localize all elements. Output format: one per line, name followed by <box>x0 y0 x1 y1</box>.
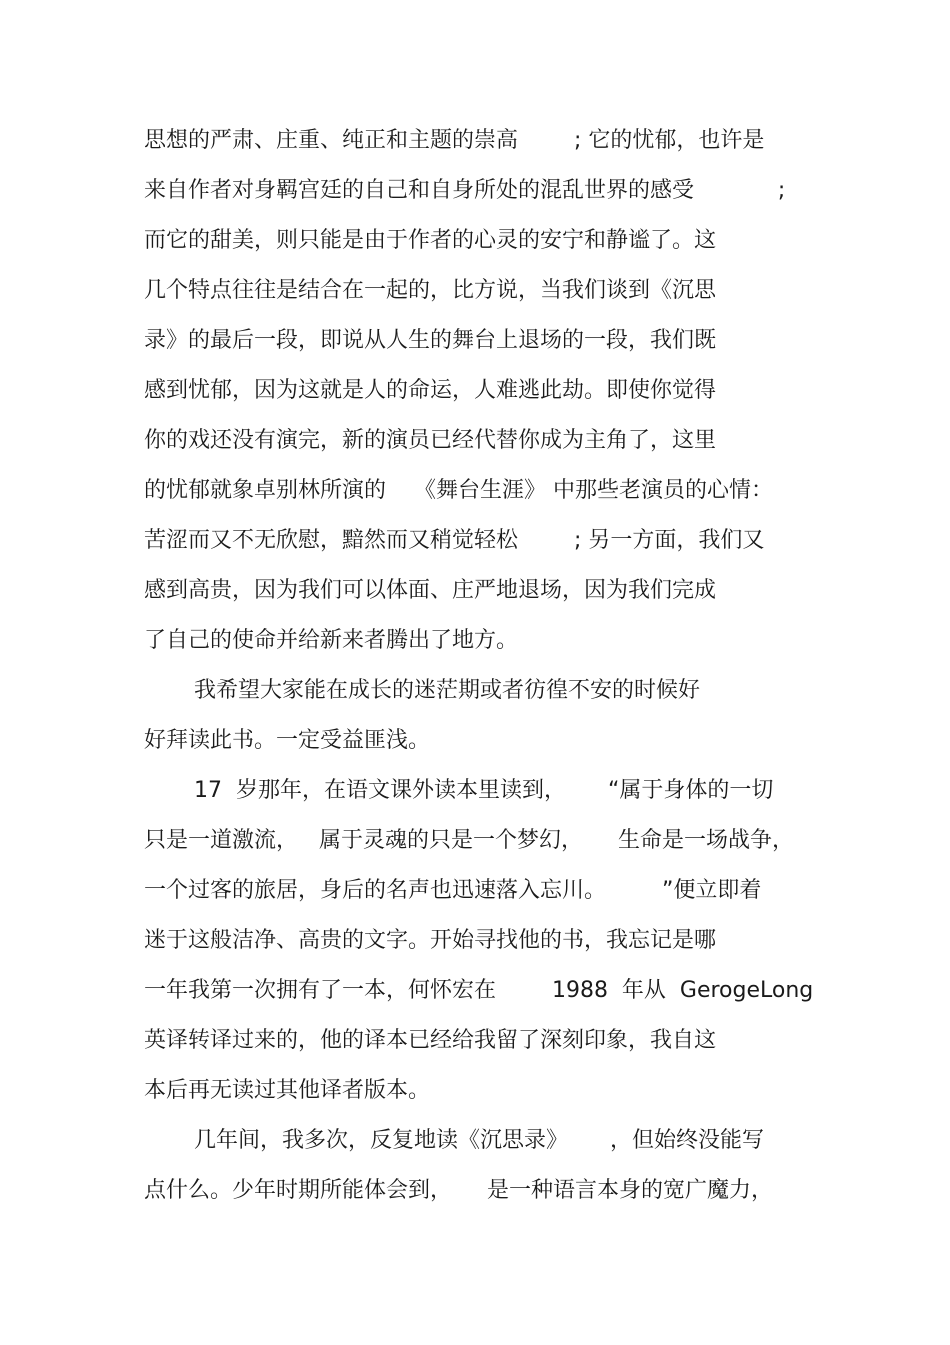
text-line-10: 感到高贵，因为我们可以体面、庄严地退场，因为我们完成 <box>144 578 717 603</box>
text-line-17: 迷于这般洁净、高贵的文字。开始寻找他的书，我忘记是哪 <box>144 928 717 953</box>
text-line-7: 你的戏还没有演完，新的演员已经代替你成为主角了，这里 <box>144 428 717 453</box>
text-line-8: 的忧郁就象卓别林所演的 《舞台生涯》 中那些老演员的心情： <box>144 478 773 503</box>
text-line-2: 来自作者对身羁宫廷的自己和自身所处的混乱世界的感受 ; <box>144 178 786 203</box>
text-line-20: 本后再无读过其他译者版本。 <box>144 1078 431 1103</box>
text-line-13: 好拜读此书。一定受益匪浅。 <box>144 728 431 753</box>
text-line-14: 17 岁那年，在语文课外读本里读到， “属于身体的一切 <box>194 778 774 803</box>
text-line-1: 思想的严肃、庄重、纯正和主题的崇高 ; 它的忧郁，也许是 <box>144 128 765 153</box>
text-line-16: 一个过客的旅居，身后的名声也迅速落入忘川。 ”便立即着 <box>144 878 762 903</box>
text-line-15: 只是一道激流， 属于灵魂的只是一个梦幻， 生命是一场战争， <box>144 828 794 853</box>
text-line-21: 几年间，我多次，反复地读《沉思录》 ，但始终没能写 <box>194 1128 764 1153</box>
text-line-19: 英译转译过来的，他的译本已经给我留了深刻印象，我自这 <box>144 1028 717 1053</box>
text-line-9: 苦涩而又不无欣慰，黯然而又稍觉轻松 ; 另一方面，我们又 <box>144 528 765 553</box>
text-line-18: 一年我第一次拥有了一本，何怀宏在 1988 年从 GerogeLong <box>144 978 814 1003</box>
text-line-22: 点什么。少年时期所能体会到， 是一种语言本身的宽广魔力， <box>144 1178 773 1203</box>
text-line-11: 了自己的使命并给新来者腾出了地方。 <box>144 628 519 653</box>
text-line-12: 我希望大家能在成长的迷茫期或者彷徨不安的时候好 <box>194 678 701 703</box>
text-line-4: 几个特点往往是结合在一起的，比方说，当我们谈到《沉思 <box>144 278 717 303</box>
text-line-6: 感到忧郁，因为这就是人的命运，人难逃此劫。即使你觉得 <box>144 378 717 403</box>
text-line-5: 录》的最后一段，即说从人生的舞台上退场的一段，我们既 <box>144 328 717 353</box>
text-line-3: 而它的甜美，则只能是由于作者的心灵的安宁和静谧了。这 <box>144 228 717 253</box>
